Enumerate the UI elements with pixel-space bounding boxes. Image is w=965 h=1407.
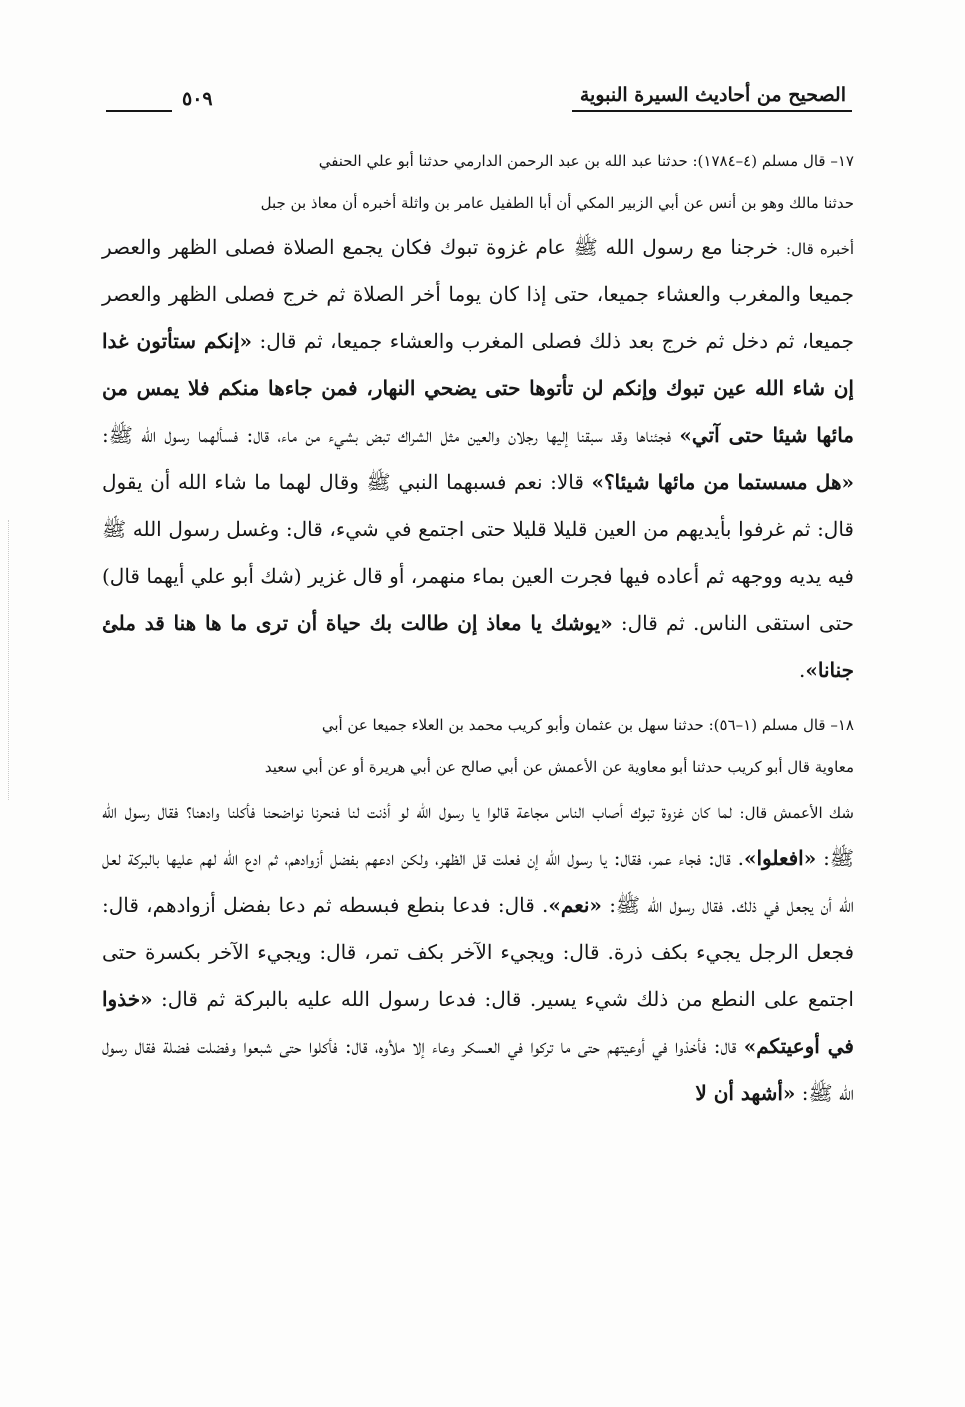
hadith-18-text-1: لما كان غزوة تبوك أصاب الناس مجاعة قالوا يا رسول الله لو أذنت لنا فنحرنا نواضحنا فأكلنا وادهنا؟ فقال رسول الله ﷺ:	[102, 799, 854, 870]
hadith-18-text-4: قال: فأخذوا في أوعيتهم حتى ما تركوا في العسكر وعاء إلا ملأوه، قال: فأكلوا حتى شبعوا وفضلت فضلة فقال رسول الله ﷺ:	[102, 1034, 854, 1105]
hadith-17-quote-3: «يوشك يا معاذ إن طالت بك حياة أن ترى ما ها هنا قد ملئ جنانا»	[102, 611, 854, 682]
hadith-17-text-3: قالا: نعم فسبهما النبي ﷺ وقال لهما ما شاء الله أن يقول قال: ثم غرفوا بأيديهم من العين قليلا قليلا حتى اجتمع في شيء، قال: وغسل رسول الله ﷺ فيه يديه ووجهه ثم أعاده فيها فجرت العين بماء منهمر، أو قال غزير (شك أبو علي أيهما قال) حتى استقى الناس. ثم قال:	[102, 470, 855, 635]
hadith-17-text-2: فجئناها وقد سبقنا إليها رجلان والعين مثل الشراك تبض بشيء من ماء، قال: فسألهما رسول الله ﷺ:	[102, 423, 680, 447]
hadith-17	[102, 140, 854, 694]
hadith-18-isnad-line3: شك الأعمش قال:	[739, 804, 854, 822]
hadith-18-isnad-line1: ١٨– قال مسلم (١–٥٦): حدثنا سهل بن عثمان وأبو كريب محمد بن العلاء جميعا عن أبي	[321, 716, 854, 734]
book-title: الصحيح من أحاديث السيرة النبوية	[579, 84, 846, 106]
paragraph-spacer	[102, 694, 854, 704]
hadith-17-quote-1: «إنكم ستأتون غدا إن شاء الله عين تبوك وإنكم لن تأتوها حتى يضحي النهار، فمن جاءها منكم فلا يمس من مائها شيئا حتى آتي»	[102, 329, 854, 447]
hadith-18-isnad-line2: معاوية قال أبو كريب حدثنا أبو معاوية عن الأعمش عن أبي صالح عن أبي هريرة أو عن أبي سعيد	[264, 758, 854, 776]
page-number: ٥٠٩	[182, 88, 213, 110]
hadith-18-quote-3: «خذوا في أوعيتكم»	[102, 987, 854, 1058]
hadith-18-quote-4: «أشهد أن لا	[695, 1081, 796, 1105]
hadith-17-end: .	[798, 658, 806, 682]
hadith-17-text-1: خرجنا مع رسول الله ﷺ عام غزوة تبوك فكان يجمع الصلاة فصلى الظهر والعصر جميعا والمغرب والعشاء جميعا، حتى إذا كان يوما أخر الصلاة ثم خرج فصلى الظهر والعصر جميعا، ثم دخل ثم خرج بعد ذلك فصلى المغرب والعشاء جميعا، ثم قال:	[102, 235, 855, 353]
hadith-18-text-2: . قال: فجاء عمر، فقال: يا رسول الله إن فعلت قل الظهر، ولكن ادعهم بفضل أزوادهم، ثم ادع الله لهم عليها بالبركة لعل الله أن يجعل في ذلك. فقال رسول الله ﷺ:	[102, 846, 854, 917]
running-header	[100, 82, 852, 112]
hadith-17-quote-2: «هل مسستما من مائها شيئا؟»	[591, 470, 854, 494]
page-body	[102, 140, 854, 1117]
hadith-18	[102, 704, 854, 1117]
scan-edge-mark	[8, 520, 10, 800]
hadith-18-text-3: . قال: فدعا بنطع فبسطه ثم دعا بفضل أزوادهم، قال: فجعل الرجل يجيء بكف ذرة. قال: ويجيء الآخر بكف تمر، قال: ويجيء الآخر بكسرة حتى اجتمع على النطع من ذلك شيء يسير. قال: فدعا رسول الله عليه بالبركة ثم قال:	[102, 893, 854, 1011]
hadith-17-isnad-line3: أخبره قال:	[786, 240, 855, 258]
hadith-18-quote-1: «افعلوا»	[743, 846, 817, 870]
header-rule	[572, 110, 852, 112]
hadith-17-isnad-line2: حدثنا مالك وهو بن أنس عن أبي الزبير المكي أن أبا الطفيل عامر بن واثلة أخبره أن معاذ بن جبل	[260, 194, 854, 212]
hadith-17-isnad-line1: ١٧– قال مسلم (٤–١٧٨٤): حدثنا عبد الله بن عبد الرحمن الدارمي حدثنا أبو علي الحنفي	[318, 152, 854, 170]
hadith-18-quote-2: «نعم»	[548, 893, 602, 917]
header-rule-short	[106, 110, 172, 112]
